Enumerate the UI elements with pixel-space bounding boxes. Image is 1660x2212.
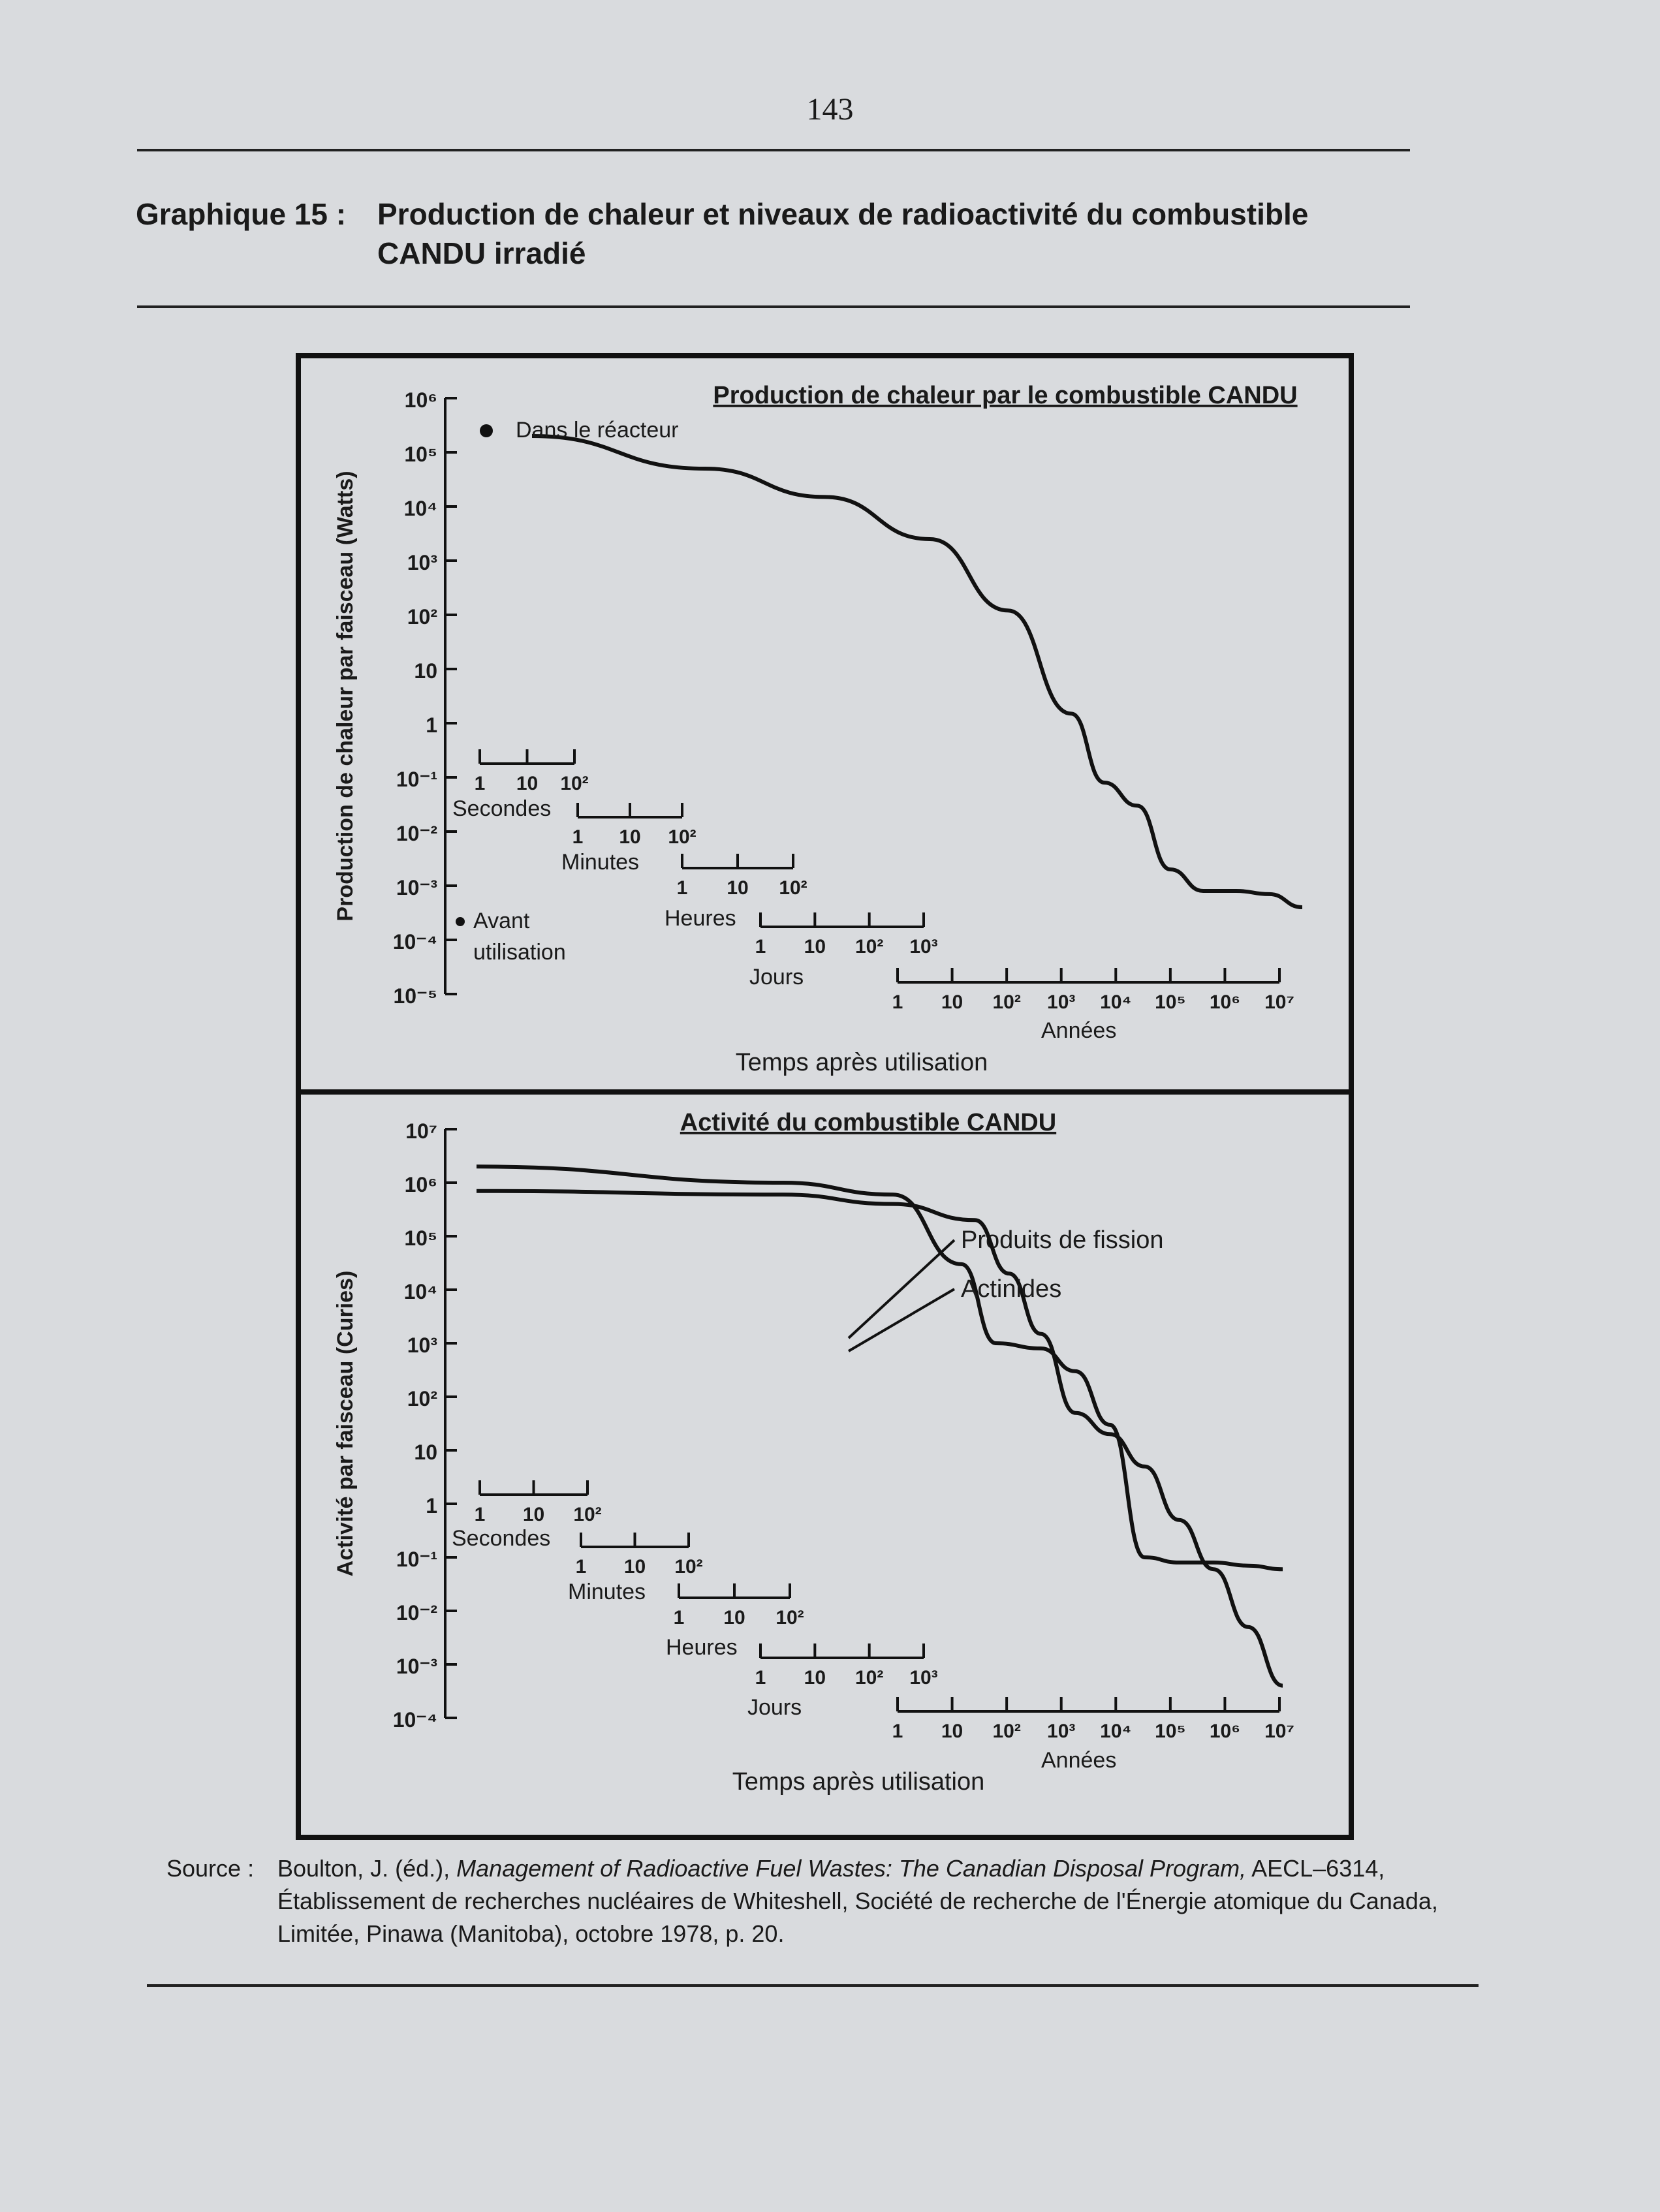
time-scale-tick-label: 10 [723, 1607, 745, 1628]
figure-label: Graphique 15 : [136, 197, 347, 231]
reactor-label: Dans le réacteur [516, 418, 679, 443]
y-tick-label: 10⁵ [404, 443, 437, 466]
y-tick-label: 10⁻¹ [396, 1548, 437, 1571]
time-scale-tick-label: 10² [992, 991, 1021, 1013]
time-scale-tick-label: 10 [804, 936, 826, 958]
time-scale-tick-label: 10² [854, 1667, 884, 1689]
time-scale-tick-label: 10⁵ [1155, 1721, 1186, 1742]
page-number: 143 [806, 92, 854, 127]
series-leader [849, 1289, 954, 1351]
y-axis-label: Production de chaleur par faisceau (Watts) [333, 471, 358, 922]
y-tick-label: 10⁶ [404, 388, 437, 412]
time-scale-unit: Heures [666, 1635, 738, 1660]
time-scale-tick-label: 10² [668, 826, 697, 848]
time-scale-tick-label: 10 [941, 991, 963, 1013]
before-use-line: Avant [473, 909, 530, 933]
time-scale-tick-label: 1 [676, 877, 688, 899]
time-scale-tick-label: 10⁵ [1155, 991, 1186, 1013]
activity-panel [333, 1109, 1294, 1796]
y-tick-label: 1 [426, 713, 437, 737]
y-tick-label: 10⁻⁵ [393, 984, 437, 1008]
time-scale-unit: Heures [665, 906, 736, 931]
y-tick-label: 10⁻¹ [396, 768, 437, 791]
time-scale-tick-label: 1 [673, 1607, 685, 1628]
source-details: AECL–6314, Établissement de recherches nucléaires de Whiteshell, Société de recherche de l'Énergie atomique du Canada, Limitée, Pinawa (Manitoba), octobre 1978, p. 20. [277, 1855, 1438, 1947]
time-scale-unit: Jours [747, 1695, 802, 1720]
y-tick-label: 10² [407, 1387, 437, 1410]
time-scale-tick-label: 1 [474, 773, 486, 794]
time-scale-tick-label: 10⁴ [1100, 991, 1132, 1013]
time-scale-tick-label: 1 [575, 1556, 587, 1578]
time-scale-unit: Jours [749, 965, 804, 989]
time-scale-tick-label: 10² [854, 936, 884, 958]
time-scale-tick-label: 10 [619, 826, 641, 848]
source-note [166, 1852, 1492, 1950]
y-tick-label: 10⁴ [403, 1280, 437, 1303]
y-tick-label: 10³ [407, 1333, 437, 1357]
y-tick-label: 10⁻³ [396, 1655, 437, 1678]
reactor-dot [480, 424, 493, 437]
bottom-rule [147, 1984, 1479, 1987]
time-scale-tick-label: 10 [941, 1721, 963, 1742]
figure-title-text: Production de chaleur et niveaux de radioactivité du combustible CANDU irradié [377, 197, 1309, 270]
chart-frame [298, 356, 1351, 1837]
y-tick-label: 10⁻² [396, 1601, 437, 1625]
time-scale-unit: Minutes [561, 850, 640, 875]
time-scale-tick-label: 10⁷ [1264, 991, 1294, 1013]
series-label: Actinides [961, 1275, 1062, 1303]
time-scale-tick-label: 10⁶ [1209, 991, 1241, 1013]
panel-title: Production de chaleur par le combustible CANDU [713, 382, 1298, 409]
time-scale-tick-label: 10² [573, 1504, 602, 1525]
y-tick-label: 10 [414, 659, 437, 683]
time-scale-unit: Années [1041, 1748, 1117, 1773]
source-body [277, 1852, 1492, 1950]
time-scale-tick-label: 10³ [1047, 991, 1076, 1013]
source-work: Management of Radioactive Fuel Wastes: The Canadian Disposal Program, [456, 1855, 1247, 1882]
time-scale-unit: Secondes [452, 1526, 551, 1551]
before-use-dot [456, 917, 465, 926]
time-scale-tick-label: 10 [516, 773, 539, 794]
y-tick-label: 10⁻² [396, 822, 437, 845]
time-scale-tick-label: 1 [755, 936, 766, 958]
time-scale-tick-label: 10⁶ [1209, 1721, 1241, 1742]
y-tick-label: 10² [407, 605, 437, 629]
panel-title: Activité du combustible CANDU [680, 1109, 1057, 1136]
y-tick-label: 10⁻⁴ [392, 930, 437, 954]
y-tick-label: 1 [426, 1494, 437, 1518]
heat-panel [333, 382, 1302, 1076]
time-scale-tick-label: 10² [992, 1721, 1021, 1742]
x-axis-label: Temps après utilisation [735, 1049, 988, 1076]
time-scale-tick-label: 10³ [909, 936, 938, 958]
time-scale-unit: Minutes [568, 1580, 646, 1604]
time-scale-tick-label: 10² [779, 877, 807, 899]
time-scale-tick-label: 10 [804, 1667, 826, 1689]
y-tick-label: 10³ [407, 551, 437, 574]
time-scale-tick-label: 1 [892, 1721, 903, 1742]
y-tick-label: 10⁶ [404, 1173, 437, 1196]
time-scale-unit: Années [1041, 1018, 1117, 1043]
y-tick-label: 10 [414, 1441, 437, 1464]
time-scale-tick-label: 1 [474, 1504, 486, 1525]
time-scale-tick-label: 1 [755, 1667, 766, 1689]
series-line [474, 1191, 1283, 1686]
y-tick-label: 10⁴ [403, 497, 437, 520]
y-axis-label: Activité par faisceau (Curies) [333, 1270, 358, 1577]
time-scale-tick-label: 10² [560, 773, 589, 794]
source-author: Boulton, J. (éd.), [277, 1855, 450, 1882]
y-tick-label: 10⁻⁴ [392, 1708, 437, 1732]
time-scale-tick-label: 10⁴ [1100, 1721, 1132, 1742]
series-label: Produits de fission [961, 1226, 1164, 1254]
source-label: Source : [166, 1855, 255, 1882]
before-use-line: utilisation [473, 940, 566, 965]
before-use-label [473, 909, 566, 965]
y-tick-label: 10⁷ [405, 1119, 437, 1143]
time-scale-unit: Secondes [452, 796, 552, 821]
time-scale-tick-label: 10 [727, 877, 749, 899]
time-scale-tick-label: 10 [623, 1556, 646, 1578]
time-scale-tick-label: 10² [674, 1556, 703, 1578]
time-scale-tick-label: 1 [572, 826, 584, 848]
y-tick-label: 10⁵ [404, 1226, 437, 1250]
series-leader [849, 1240, 954, 1338]
time-scale-tick-label: 10⁷ [1264, 1721, 1294, 1742]
x-axis-label: Temps après utilisation [732, 1768, 985, 1796]
time-scale-tick-label: 10³ [909, 1667, 938, 1689]
series-line [532, 436, 1302, 907]
time-scale-tick-label: 10 [522, 1504, 545, 1525]
y-tick-label: 10⁻³ [396, 876, 437, 899]
time-scale-tick-label: 10² [775, 1607, 804, 1628]
time-scale-tick-label: 1 [892, 991, 903, 1013]
time-scale-tick-label: 10³ [1047, 1721, 1076, 1742]
